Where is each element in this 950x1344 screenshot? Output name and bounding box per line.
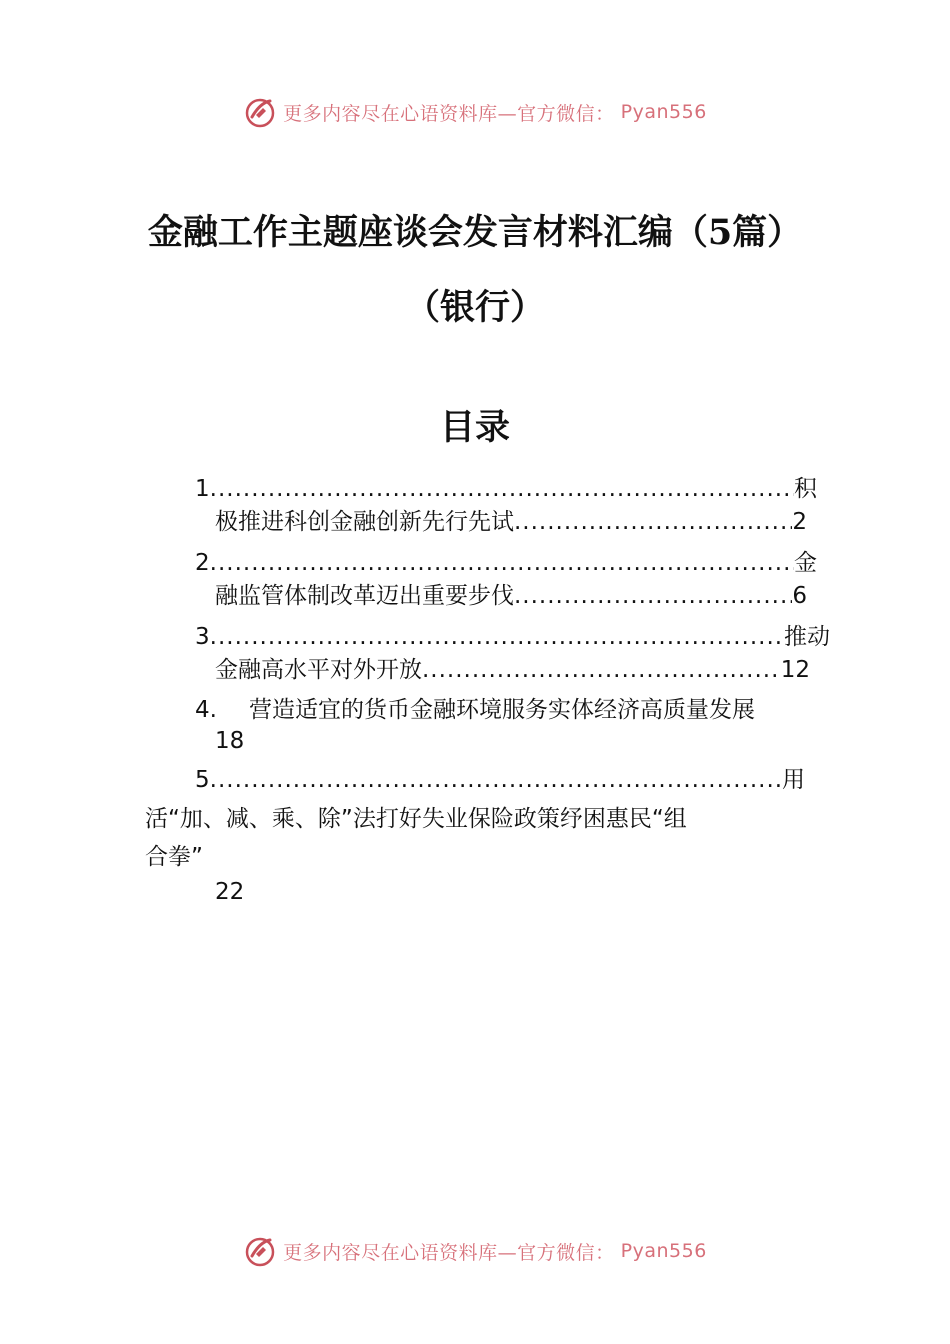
toc-entry-number: 5 bbox=[195, 767, 210, 793]
toc-entry-4-line-2[interactable] bbox=[215, 726, 244, 756]
header-banner bbox=[0, 95, 950, 129]
toc-leader-dots bbox=[210, 765, 782, 795]
toc-entry-title-start: 推动 bbox=[784, 624, 830, 650]
toc-entry-page: 6 bbox=[792, 583, 807, 609]
toc-entry-title-start: 用 bbox=[782, 767, 805, 793]
toc-entry-title-rest: 极推进科创金融创新先行先试 bbox=[215, 509, 514, 535]
toc-leader-dots bbox=[422, 655, 781, 685]
brand-logo-icon bbox=[243, 1234, 277, 1268]
footer-banner bbox=[0, 1234, 950, 1268]
toc-entry-number: 1 bbox=[195, 476, 210, 502]
brand-logo-icon bbox=[243, 95, 277, 129]
toc-leader-dots bbox=[210, 548, 794, 578]
toc-entry-4-line-1[interactable] bbox=[195, 695, 755, 725]
toc-entry-page: 12 bbox=[780, 657, 810, 683]
toc-entry-5-line-4[interactable] bbox=[215, 877, 244, 907]
toc-leader-dots bbox=[210, 474, 794, 504]
toc-entry-title-rest: 活“加、减、乘、除”法打好失业保险政策纾困惠民“组 bbox=[145, 806, 687, 832]
toc-entry-title-rest: 金融高水平对外开放 bbox=[215, 657, 422, 683]
toc-entry-title: 营造适宜的货币金融环境服务实体经济高质量发展 bbox=[248, 697, 755, 723]
toc-entry-page: 22 bbox=[215, 879, 245, 905]
banner-wechat-id: Pyan556 bbox=[620, 101, 707, 123]
toc-entry-number: 4. bbox=[195, 697, 217, 723]
toc-entry-page: 2 bbox=[792, 509, 807, 535]
toc-leader-dots bbox=[514, 507, 792, 537]
toc-entry-3-line-1[interactable] bbox=[195, 622, 830, 652]
toc-entry-title-rest: 融监管体制改革迈出重要步伐 bbox=[215, 583, 514, 609]
banner-text: 更多内容尽在心语资料库—官方微信： bbox=[283, 1241, 615, 1264]
toc-entry-1-line-1[interactable] bbox=[195, 474, 817, 504]
toc-entry-5-line-2[interactable] bbox=[145, 804, 687, 834]
toc-entry-page: 18 bbox=[215, 728, 245, 754]
toc-entry-3-line-2[interactable] bbox=[215, 655, 810, 685]
toc-entry-5-line-1[interactable] bbox=[195, 765, 805, 795]
banner-wechat-id: Pyan556 bbox=[620, 1240, 707, 1262]
toc-heading: 目录 bbox=[439, 407, 510, 448]
toc-entry-number: 3 bbox=[195, 624, 210, 650]
toc-entry-2-line-1[interactable] bbox=[195, 548, 817, 578]
toc-entry-title-rest: 合拳” bbox=[145, 844, 203, 870]
toc-entry-title-start: 金 bbox=[794, 550, 817, 576]
toc-leader-dots bbox=[210, 622, 784, 652]
toc-entry-1-line-2[interactable] bbox=[215, 507, 807, 537]
banner-text: 更多内容尽在心语资料库—官方微信： bbox=[283, 102, 615, 125]
toc-entry-title-start: 积 bbox=[794, 476, 817, 502]
toc-entry-number: 2 bbox=[195, 550, 210, 576]
toc-entry-2-line-2[interactable] bbox=[215, 581, 807, 611]
document-subtitle: （银行） bbox=[404, 287, 545, 328]
toc-leader-dots bbox=[514, 581, 792, 611]
toc-entry-5-line-3[interactable] bbox=[145, 842, 203, 872]
document-title: 金融工作主题座谈会发言材料汇编（5篇） bbox=[147, 212, 803, 253]
